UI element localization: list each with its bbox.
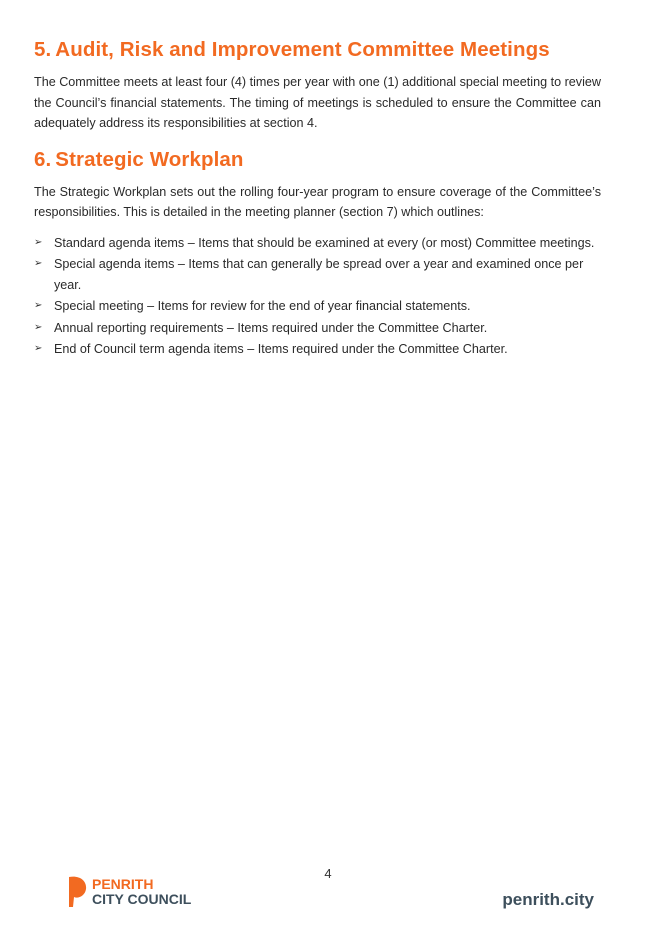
penrith-city-council-logo: [66, 874, 191, 910]
arrow-bullet-icon: ➢: [34, 300, 43, 311]
section-6-body: The Strategic Workplan sets out the rolling four-year program to ensure coverage of the Committee’s responsibilities. This is detailed in the meeting planner (section 7) which outlines:: [34, 184, 601, 219]
arrow-bullet-icon: ➢: [34, 321, 43, 333]
list-item-text: Annual reporting requirements – Items required under the Committee Charter.: [54, 320, 488, 335]
section-6-title: Strategic Workplan: [55, 147, 244, 171]
list-item: [34, 233, 601, 254]
section-5: [34, 36, 601, 134]
section-6: [34, 146, 601, 360]
arrow-bullet-icon: ➢: [34, 236, 43, 248]
list-item-text: Special agenda items – Items that can generally be spread over a year and examined once per year.: [54, 257, 584, 292]
list-item-text: Special meeting – Items for review for the end of year financial statements.: [54, 299, 471, 313]
list-item: [34, 296, 601, 317]
section-5-title: Audit, Risk and Improvement Committee Meetings: [55, 38, 550, 61]
list-item: [34, 339, 601, 360]
section-6-heading: [34, 146, 601, 174]
page-number: 4: [324, 866, 332, 881]
section-5-body: The Committee meets at least four (4) times per year with one (1) additional special meeting to review the Council’s financial statements. The timing of meetings is scheduled to ensure the Committee can adequately address its responsibilities at section 4.: [34, 75, 601, 130]
penrith-logo-icon: [66, 875, 88, 909]
logo-line-2: CITY COUNCIL: [92, 891, 192, 907]
page-content: [34, 36, 601, 361]
section-6-number: 6.: [34, 147, 52, 171]
website-url: penrith.city: [502, 890, 594, 909]
arrow-bullet-icon: ➢: [34, 343, 43, 354]
logo-line-1: PENRITH: [92, 876, 154, 892]
section-5-number: 5.: [34, 38, 52, 61]
section-5-heading: [34, 36, 601, 64]
logo-text: [92, 877, 191, 907]
list-item: [34, 318, 601, 339]
list-item-text: Standard agenda items – Items that should be examined at every (or most) Committee meetings.: [54, 235, 595, 250]
list-item: [34, 254, 601, 295]
workplan-bullet-list: [34, 233, 601, 360]
list-item-text: End of Council term agenda items – Items required under the Committee Charter.: [54, 342, 508, 356]
arrow-bullet-icon: ➢: [34, 258, 43, 269]
